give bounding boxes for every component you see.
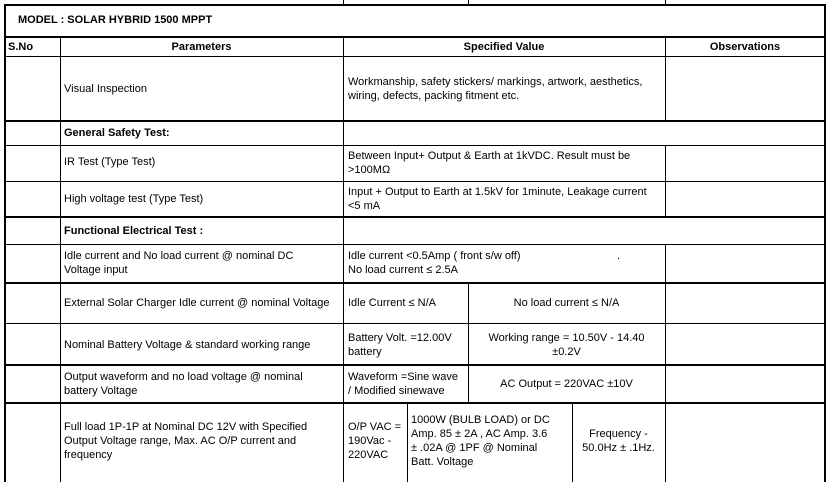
- param-fullload-line1: Full load 1P-1P at Nominal DC 12V with Specified: [64, 421, 308, 433]
- rule-battery-bottom: [4, 364, 826, 366]
- param-hv-test: High voltage test (Type Test): [64, 193, 204, 205]
- spec-load-line1: 1000W (BULB LOAD) or DC: [411, 414, 550, 426]
- param-battery-voltage: Nominal Battery Voltage & standard working range: [64, 339, 311, 351]
- spec-working-range-line1: Working range = 10.50V - 14.40: [488, 332, 645, 344]
- spec-solar-noload: No load current ≤ N/A: [513, 297, 620, 309]
- rule-safety-bottom: [4, 145, 826, 146]
- rule-model-bottom: [4, 36, 826, 38]
- spec-load-line3: ± .02A @ 1PF @ Nominal: [411, 442, 538, 454]
- param-fullload-line3: frequency: [64, 449, 113, 461]
- tick-top-1: [343, 0, 344, 5]
- section-general-safety: General Safety Test:: [64, 127, 170, 139]
- spec-opvac-line1: O/P VAC =: [348, 421, 402, 433]
- param-fullload-line2: Output Voltage range, Max. AC O/P current and: [64, 435, 297, 447]
- col-divider-obs-2: [665, 145, 666, 216]
- rule-right: [824, 4, 826, 482]
- spec-opvac-line3: 220VAC: [348, 449, 389, 461]
- spec-waveform-line1: Waveform =Sine wave: [348, 371, 458, 383]
- param-waveform-line2: battery Voltage: [64, 385, 138, 397]
- param-idle-line1: Idle current and No load current @ nominal DC: [64, 250, 294, 262]
- spec-load-line4: Batt. Voltage: [411, 456, 474, 468]
- spec-load-line2: Amp. 85 ± 2A , AC Amp. 3.6: [411, 428, 548, 440]
- spec-hv-line1: Input + Output to Earth at 1.5kV for 1minute, Leakage current: [348, 186, 647, 198]
- param-solar-charger: External Solar Charger Idle current @ nominal Voltage: [64, 297, 330, 309]
- spec-ir-line1: Between Input+ Output & Earth at 1kVDC. Result must be: [348, 150, 631, 162]
- spec-idle-line1: Idle current <0.5Amp ( front s/w off): [348, 250, 521, 262]
- model-title: MODEL : SOLAR HYBRID 1500 MPPT: [18, 14, 213, 26]
- spec-waveform-line2: / Modified sinewave: [348, 385, 445, 397]
- spec-ir-line2: >100MΩ: [348, 164, 391, 176]
- tick-top-3: [665, 0, 666, 5]
- rule-solar-bottom: [4, 323, 826, 324]
- spec-battery-volt-line1: Battery Volt. =12.00V: [348, 332, 452, 344]
- rule-top: [4, 4, 826, 6]
- spec-hv-line2: <5 mA: [348, 200, 381, 212]
- header-specified-value: Specified Value: [463, 41, 545, 53]
- rule-functional-bottom: [4, 244, 826, 245]
- spec-split-b: [407, 402, 408, 482]
- col-divider-obs-3: [665, 244, 666, 482]
- rule-visual-bottom: [4, 120, 826, 122]
- spec-idle-dot: .: [617, 250, 621, 262]
- header-sno: S.No: [8, 41, 34, 53]
- spec-opvac-line2: 190Vac -: [348, 435, 392, 447]
- spec-visual-line1: Workmanship, safety stickers/ markings, artwork, aesthetics,: [348, 76, 643, 88]
- param-ir-test: IR Test (Type Test): [64, 156, 156, 168]
- header-parameters: Parameters: [171, 41, 232, 53]
- spec-ac-output: AC Output = 220VAC ±10V: [500, 378, 633, 390]
- param-idle-line2: Voltage input: [64, 264, 128, 276]
- spec-frequency-line2: 50.0Hz ± .1Hz.: [582, 442, 655, 454]
- spec-working-range-line2: ±0.2V: [552, 346, 581, 358]
- rule-idle-bottom: [4, 282, 826, 284]
- rule-ir-bottom: [4, 181, 826, 182]
- param-visual-inspection: Visual Inspection: [64, 83, 147, 95]
- spec-visual-line2: wiring, defects, packing fitment etc.: [348, 90, 520, 102]
- header-observations: Observations: [709, 41, 781, 53]
- rule-hv-bottom: [4, 216, 826, 218]
- section-functional-electrical: Functional Electrical Test :: [64, 225, 204, 237]
- col-divider-sno: [60, 36, 61, 482]
- param-waveform-line1: Output waveform and no load voltage @ nominal: [64, 371, 303, 383]
- spec-frequency-line1: Frequency -: [589, 428, 648, 440]
- rule-header-bottom: [4, 56, 826, 57]
- spec-battery-volt-line2: battery: [348, 346, 382, 358]
- spec-idle-line2: No load current ≤ 2.5A: [348, 264, 458, 276]
- col-divider-params: [343, 36, 344, 482]
- tick-top-2: [468, 0, 469, 5]
- spec-solar-idle: Idle Current ≤ N/A: [348, 297, 436, 309]
- rule-waveform-bottom: [4, 402, 826, 404]
- rule-left: [4, 4, 6, 482]
